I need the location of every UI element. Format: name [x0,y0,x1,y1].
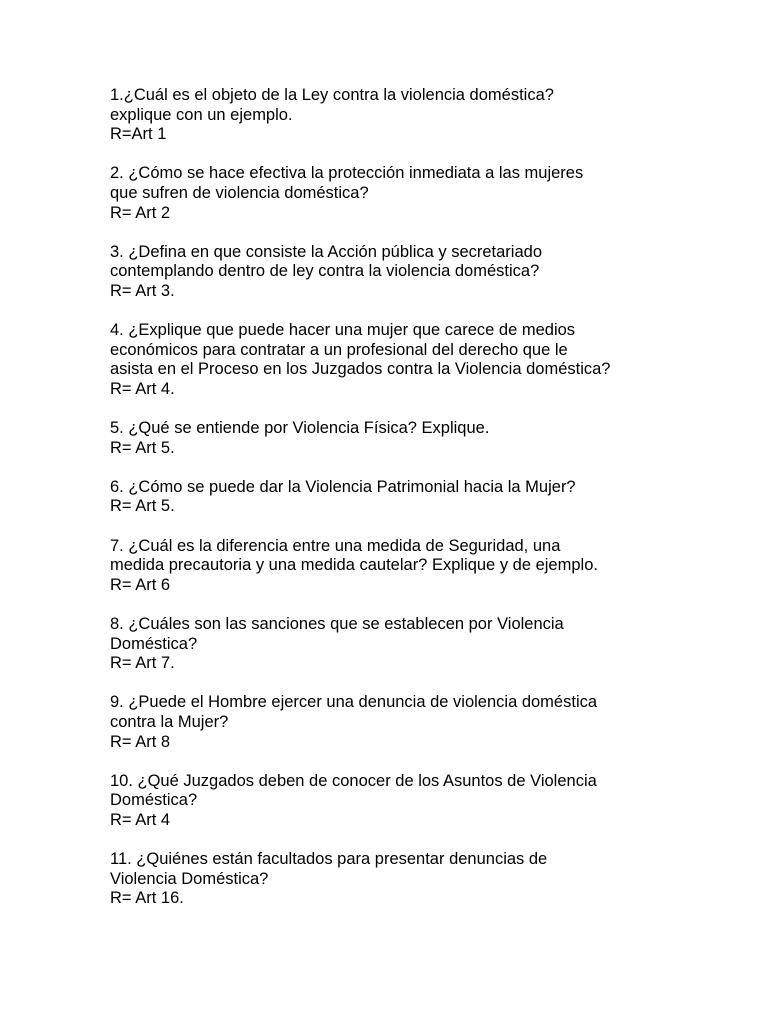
answer-text: R= Art 16. [110,889,184,908]
question-text: 10. ¿Qué Juzgados deben de conocer de los Asuntos de Violencia Doméstica? [110,771,597,810]
question-text: 9. ¿Puede el Hombre ejercer una denuncia de violencia doméstica contra la Mujer? [110,693,598,731]
question-text: 5. ¿Qué se entiende por Violencia Física? Explique. [110,419,490,438]
question-text: 3. ¿Defina en que consiste la Acción pública y secretariado contemplando dentro de ley contra la violencia doméstica? [110,242,542,281]
qa-item-1 [110,86,670,145]
question-text: 7. ¿Cuál es la diferencia entre una medida de Seguridad, una medida precautoria y una medida cautelar? Explique y de ejemplo. [110,536,598,575]
qa-item-9 [110,693,670,752]
qa-item-2 [110,164,670,223]
answer-text: R= Art 7. [110,654,175,673]
answer-text: R= Art 2 [110,203,171,222]
qa-item-10 [110,772,670,831]
answer-text: R= Art 4 [110,810,171,829]
question-text: 2. ¿Cómo se hace efectiva la protección inmediata a las mujeres que sufren de violencia doméstica? [110,164,584,202]
qa-item-3 [110,243,670,302]
answer-text: R= Art 6 [110,575,171,594]
answer-text: R= Art 3. [110,281,175,300]
answer-text: R= Art 5. [110,438,175,457]
question-text: 11. ¿Quiénes están facultados para presentar denuncias de Violencia Doméstica? [110,850,548,888]
question-text: 4. ¿Explique que puede hacer una mujer que carece de medios económicos para contratar a un profesional del derecho que le asista en el Proceso en los Juzgados contra la Violencia doméstica? [110,321,611,379]
qa-item-11 [110,850,670,909]
qa-item-4 [110,321,670,399]
qa-item-6 [110,478,670,517]
answer-text: R= Art 5. [110,497,175,516]
answer-text: R= Art 8 [110,732,171,751]
qa-item-7 [110,537,670,596]
qa-item-8 [110,615,670,674]
document-page [110,86,670,929]
answer-text: R= Art 4. [110,379,175,398]
answer-text: R=Art 1 [110,125,167,144]
question-text: 1.¿Cuál es el objeto de la Ley contra la violencia doméstica? explique con un ejemplo. [110,86,554,124]
question-text: 8. ¿Cuáles son las sanciones que se establecen por Violencia Doméstica? [110,615,564,653]
question-text: 6. ¿Cómo se puede dar la Violencia Patrimonial hacia la Mujer? [110,477,576,496]
qa-item-5 [110,419,670,458]
